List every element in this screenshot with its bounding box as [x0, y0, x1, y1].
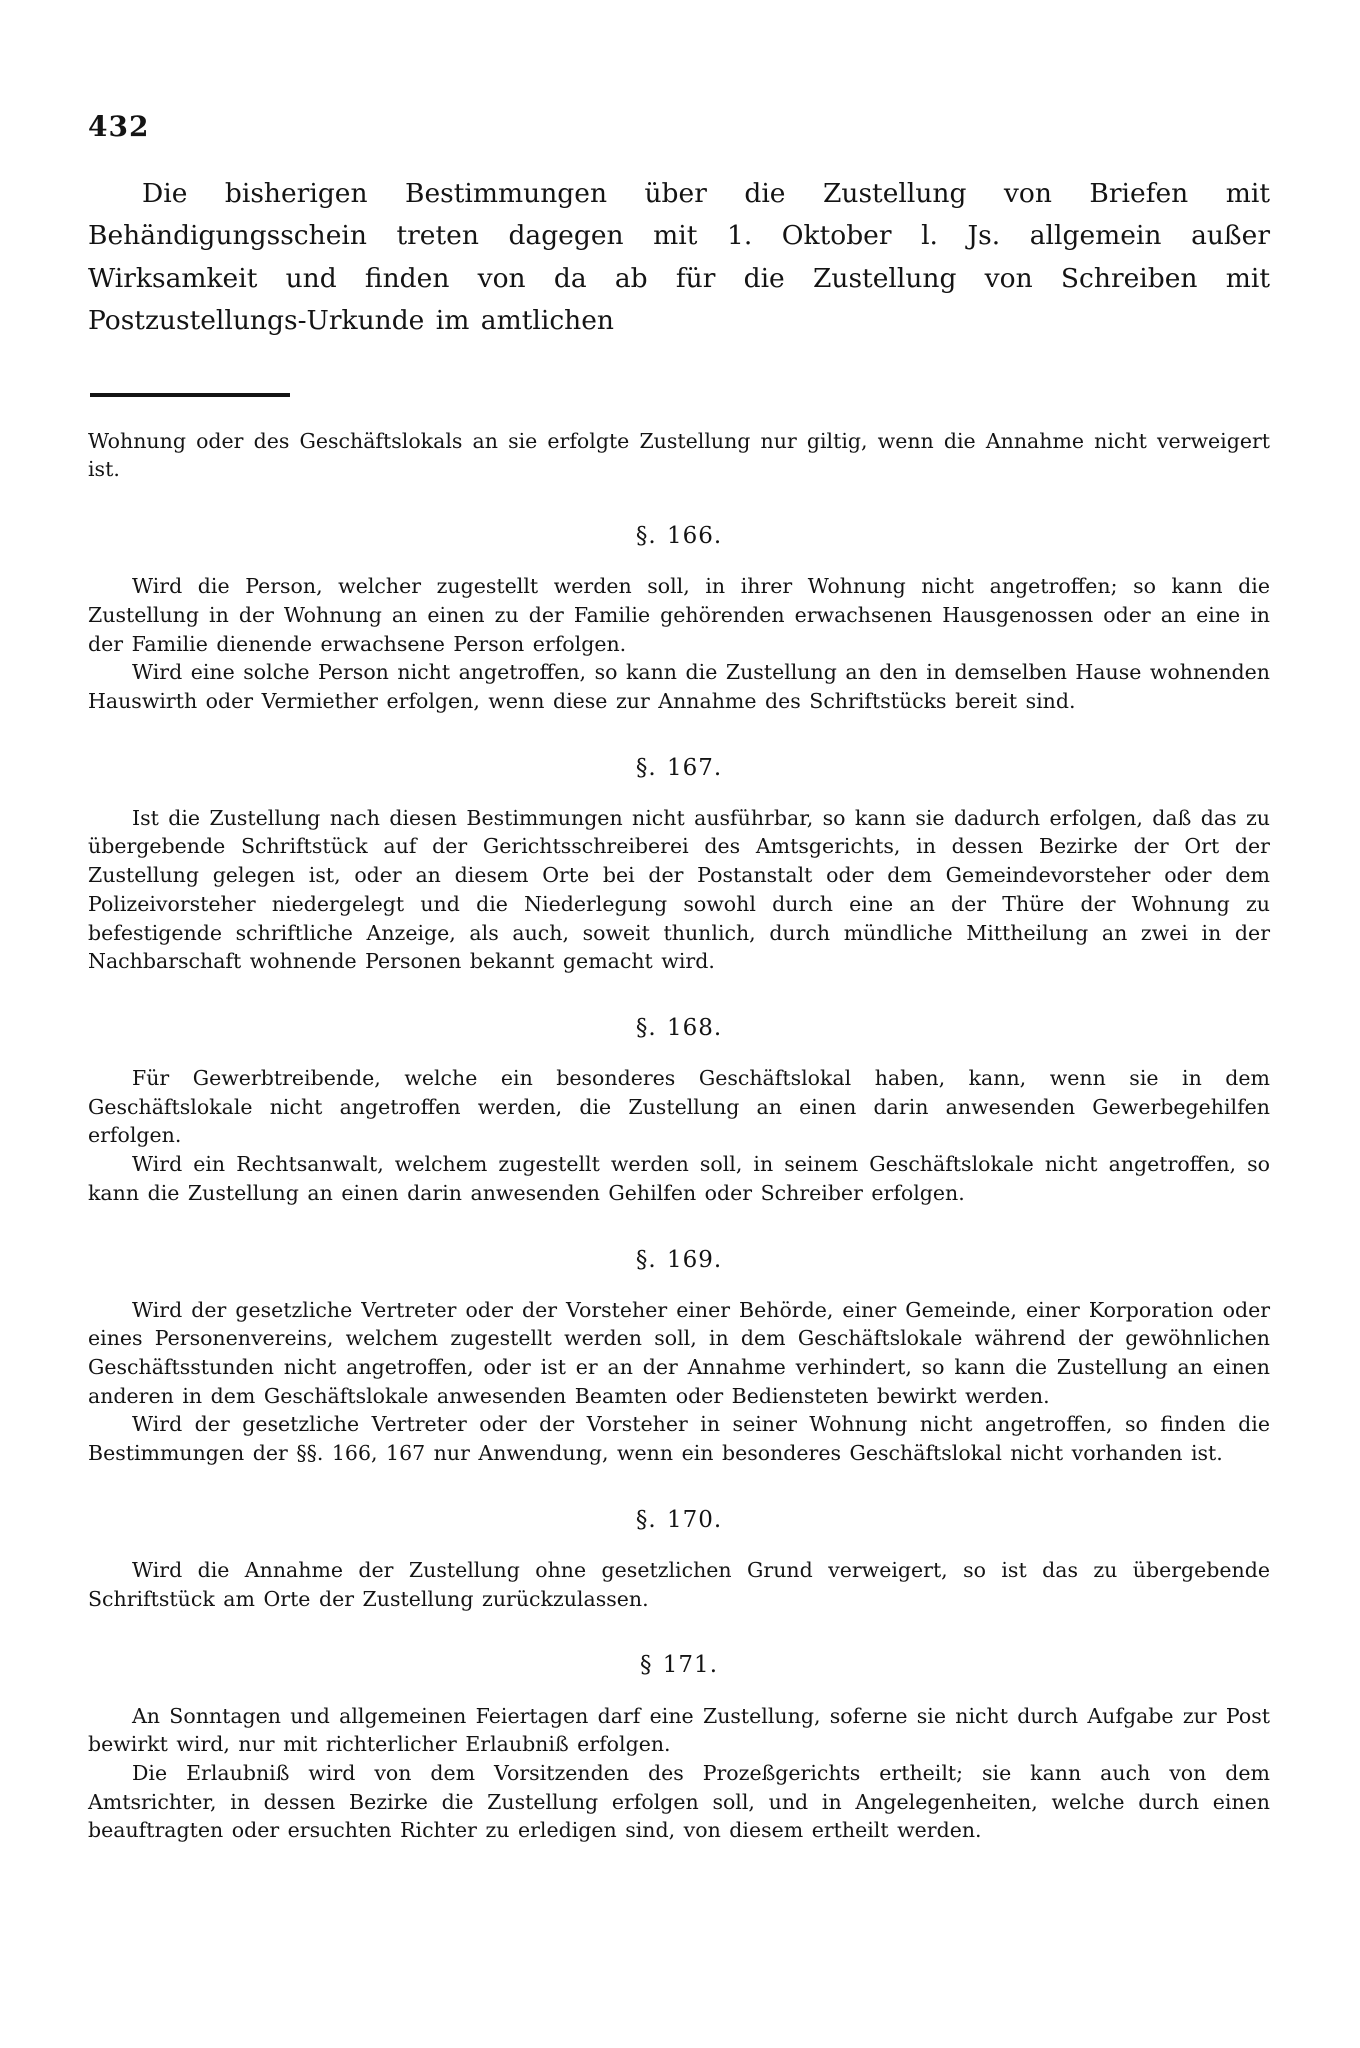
- intro-paragraph: Die bisherigen Bestimmungen über die Zustellung von Briefen mit Behändigungsschein treten dagegen mit 1. Oktober l. Js. allgemein außer Wirksamkeit und finden von da ab für die Zustellung von Schreiben mit Postzustellungs-Urkunde im amtlichen: [88, 178, 1270, 337]
- section-169-paragraph-1: Wird der gesetzliche Vertreter oder der Vorsteher einer Behörde, einer Gemeinde, einer Korporation oder eines Personenvereins, welchem zugestellt werden soll, in dem Geschäftslokale während der gewöhnlichen Geschäftsstunden nicht angetroffen, oder ist er an der Annahme verhindert, so kann die Zustellung an einen anderen in dem Geschäftslokale anwesenden Beamten oder Bediensteten bewirkt werden.: [88, 1297, 1270, 1408]
- footnote-separator: [90, 393, 290, 397]
- section-168-heading: §. 168.: [635, 1014, 723, 1041]
- section-168-paragraph-2: Wird ein Rechtsanwalt, welchem zugestellt werden soll, in seinem Geschäftslokale nicht angetroffen, so kann die Zustellung an einen darin anwesenden Gehilfen oder Schreiber erfolgen.: [88, 1152, 1270, 1205]
- section-170-heading: §. 170.: [635, 1506, 723, 1533]
- footnote-continuation: Wohnung oder des Geschäftslokals an sie erfolgte Zustellung nur giltig, wenn die Annahme nicht verweigert ist.: [88, 428, 1270, 482]
- page-content: [88, 110, 1270, 1845]
- footnote-block: [88, 427, 1270, 1845]
- section-171-paragraph-1: An Sonntagen und allgemeinen Feiertagen darf eine Zustellung, soferne sie nicht durch Aufgabe zur Post bewirkt wird, nur mit richterlicher Erlaubniß erfolgen.: [88, 1703, 1270, 1757]
- section-167-paragraph-1: Ist die Zustellung nach diesen Bestimmungen nicht ausführbar, so kann sie dadurch erfolgen, daß das zu übergebende Schriftstück auf der Gerichtsschreiberei des Amtsgerichts, in dessen Bezirke der Ort der Zustellung gelegen ist, oder an diesem Orte bei der Postanstalt oder dem Gemeindevorsteher oder dem Polizeivorsteher niedergelegt und die Niederlegung sowohl durch eine an der Thüre der Wohnung zu befestigende schriftliche Anzeige, als auch, soweit thunlich, durch mündliche Mittheilung an zwei in der Nachbarschaft wohnende Personen bekannt gemacht wird.: [88, 805, 1270, 974]
- section-166-paragraph-2: Wird eine solche Person nicht angetroffen, so kann die Zustellung an den in demselben Hause wohnenden Hauswirth oder Vermiether erfolgen, wenn diese zur Annahme des Schriftstücks bereit sind.: [88, 660, 1270, 713]
- section-169-paragraph-2: Wird der gesetzliche Vertreter oder der Vorsteher in seiner Wohnung nicht angetroffen, so finden die Bestimmungen der §§. 166, 167 nur Anwendung, wenn ein besonderes Geschäftslokal nicht vorhanden ist.: [88, 1412, 1270, 1466]
- section-166-paragraph-1: Wird die Person, welcher zugestellt werden soll, in ihrer Wohnung nicht angetroffen; so kann die Zustellung in der Wohnung an einen zu der Familie gehörenden erwachsenen Hausgenossen oder an eine in der Familie dienende erwachsene Person erfolgen.: [88, 574, 1270, 656]
- section-170-paragraph-1: Wird die Annahme der Zustellung ohne gesetzlichen Grund verweigert, so ist das zu übergebende Schriftstück am Orte der Zustellung zurückzulassen.: [88, 1558, 1270, 1611]
- section-171-heading: § 171.: [639, 1652, 719, 1679]
- section-169-heading: §. 169.: [635, 1246, 723, 1273]
- section-167-heading: §. 167.: [635, 754, 723, 781]
- page-number: 432: [88, 110, 150, 143]
- section-166-heading: §. 166.: [635, 522, 723, 549]
- section-171-paragraph-2: Die Erlaubniß wird von dem Vorsitzenden des Prozeßgerichts ertheilt; sie kann auch von dem Amtsrichter, in dessen Bezirke die Zustellung erfolgen soll, und in Angelegenheiten, welche durch einen beauftragten oder ersuchten Richter zu erledigen sind, von diesem ertheilt werden.: [88, 1760, 1270, 1843]
- section-168-paragraph-1: Für Gewerbtreibende, welche ein besonderes Geschäftslokal haben, kann, wenn sie in dem Geschäftslokale nicht angetroffen werden, die Zustellung an einen darin anwesenden Gewerbegehilfen erfolgen.: [88, 1066, 1270, 1148]
